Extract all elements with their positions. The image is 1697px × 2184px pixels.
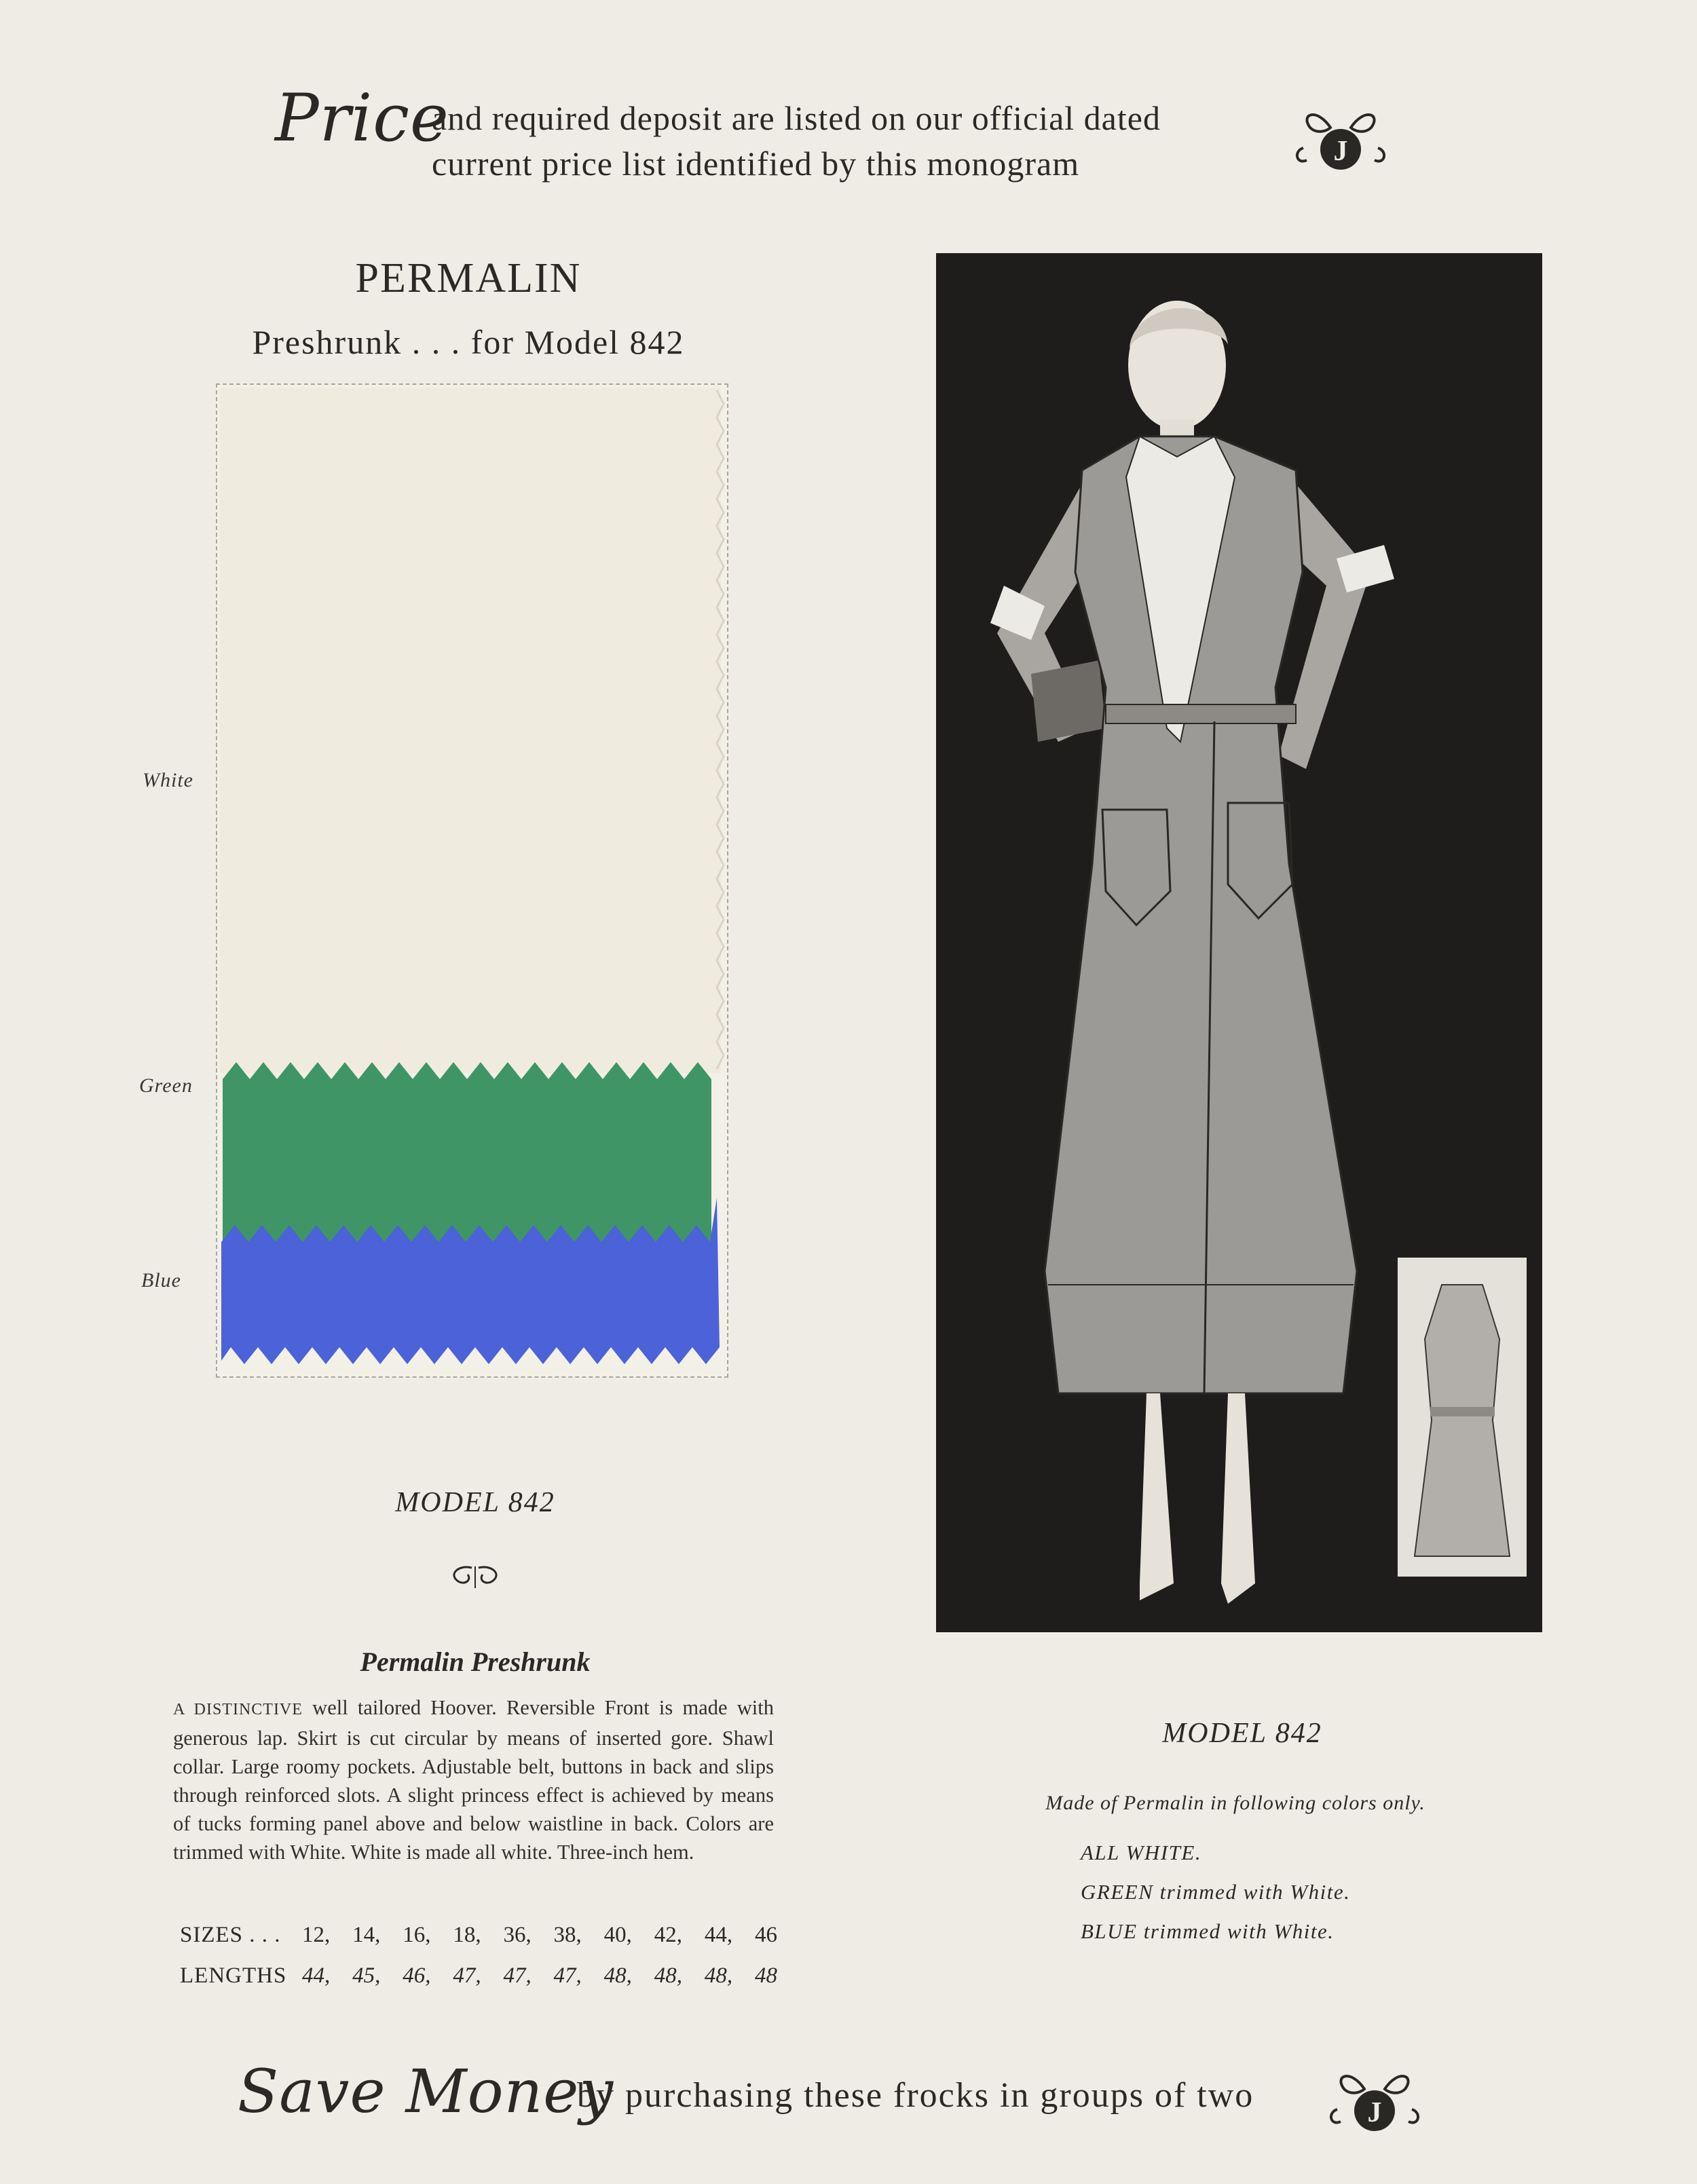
sizes-label: SIZES . . . [180,1923,281,1947]
swatch-label-white: White [143,769,193,791]
swatch-green [223,1062,711,1242]
size-value: 42, [654,1923,683,1947]
model-heading-left: MODEL 842 [395,1487,555,1518]
model-heading-right: MODEL 842 [1162,1718,1322,1749]
size-value: 38, [553,1923,582,1947]
length-value: 44, [302,1963,331,1988]
footer-monogram-icon [1324,2062,1425,2143]
dress-figure-drawing [936,253,1542,1632]
header-text-line-1: and required deposit are listed on our official dated [432,99,1161,137]
length-value: 48 [754,1963,777,1988]
dress-illustration [936,253,1542,1632]
length-value: 47, [453,1963,481,1988]
size-value: 40, [603,1923,632,1947]
description-lead: A DISTINCTIVE [173,1701,303,1718]
lengths-label: LENGTHS [180,1963,287,1988]
sizes-row [180,1923,777,1948]
description-body [173,1693,774,1866]
length-value: 47, [553,1963,582,1988]
size-value: 12, [302,1923,331,1947]
swatch-label-green: Green [139,1074,193,1097]
color-option-green: GREEN trimmed with White. [1081,1880,1351,1904]
book [1031,660,1106,742]
monogram-letter: J [1333,136,1348,167]
length-value: 48, [704,1963,733,1988]
header-price-word: Price [275,80,449,156]
footer-save-money: Save Money [238,2056,614,2126]
fabric-swatches [216,383,732,1381]
size-value: 16, [403,1923,431,1947]
size-value: 44, [704,1923,733,1947]
length-value: 46, [403,1963,431,1988]
size-value: 14, [352,1923,381,1947]
length-value: 48, [654,1963,683,1988]
swatch-label-blue: Blue [141,1269,181,1292]
lengths-row [180,1963,777,1989]
size-value: 36, [503,1923,532,1947]
description-title: Permalin Preshrunk [360,1646,591,1677]
header-text-line-2: current price list identified by this monogram [432,145,1080,183]
ornament-icon [445,1561,506,1592]
colors-intro: Made of Permalin in following colors only. [1045,1792,1425,1814]
size-value: 18, [453,1923,481,1947]
length-value: 47, [503,1963,532,1988]
swatch-white [220,388,721,1073]
length-value: 48, [603,1963,632,1988]
footer-text: by purchasing these frocks in groups of two [577,2076,1254,2115]
size-value: 46 [754,1923,777,1947]
color-option-blue: BLUE trimmed with White. [1081,1919,1335,1943]
fabric-title: PERMALIN [355,255,582,301]
description-text: well tailored Hoover. Reversible Front is made with generous lap. Skirt is cut circular by means of inserted gore. Shawl collar. Large roomy pockets. Adjustable belt, buttons in back and slips through reinforced slots. A slight princess effect is achieved by means of tucks forming panel above and below waistline in back. Colors are trimmed with White. White is made all white. Three-inch hem. [173,1696,775,1864]
footer-monogram-letter: J [1367,2097,1382,2128]
length-value: 45, [352,1963,381,1988]
color-option-all-white: ALL WHITE. [1081,1841,1202,1864]
monogram-icon [1290,100,1392,182]
fabric-subtitle: Preshrunk . . . for Model 842 [252,323,685,361]
